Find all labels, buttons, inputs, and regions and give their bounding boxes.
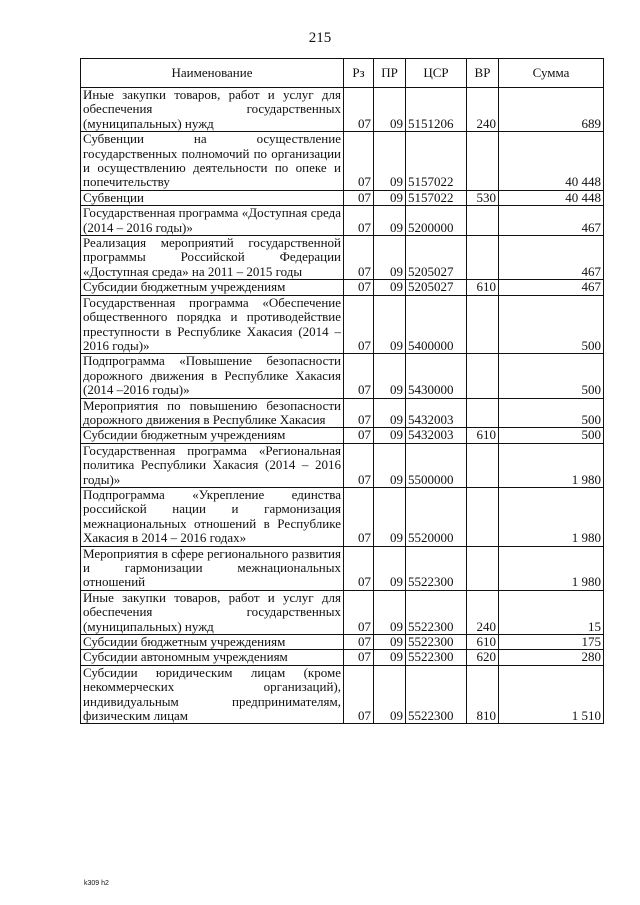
cell-name: Государственная программа «Обеспечение общественного порядка и противодействие преступности в Республике Хакасия (2014 – 2016 годы)» [81, 295, 344, 354]
cell-rz: 07 [344, 295, 374, 354]
cell-sum: 500 [499, 354, 604, 398]
cell-name: Субвенции [81, 190, 344, 205]
cell-vr: 620 [467, 650, 499, 665]
cell-name: Субвенции на осуществление государственных полномочий по организации и осуществлению деятельности по опеке и попечительству [81, 132, 344, 191]
cell-csr: 5205027 [406, 280, 467, 295]
cell-sum: 1 980 [499, 487, 604, 546]
cell-name: Субсидии юридическим лицам (кроме некоммерческих организаций), индивидуальным предпринимателям, физическим лицам [81, 665, 344, 724]
cell-csr: 5151206 [406, 88, 467, 132]
cell-csr: 5432003 [406, 428, 467, 443]
column-header-name: Наименование [81, 59, 344, 88]
cell-csr: 5157022 [406, 132, 467, 191]
cell-name: Иные закупки товаров, работ и услуг для обеспечения государственных (муниципальных) нужд [81, 88, 344, 132]
column-header-vr: ВР [467, 59, 499, 88]
cell-rz: 07 [344, 354, 374, 398]
cell-vr [467, 546, 499, 590]
cell-sum: 40 448 [499, 190, 604, 205]
cell-pr: 09 [374, 635, 406, 650]
cell-sum: 467 [499, 206, 604, 236]
table-row [81, 635, 604, 650]
cell-vr: 240 [467, 590, 499, 634]
cell-pr: 09 [374, 487, 406, 546]
cell-vr [467, 487, 499, 546]
cell-csr: 5500000 [406, 443, 467, 487]
cell-sum: 467 [499, 236, 604, 280]
cell-rz: 07 [344, 590, 374, 634]
cell-name: Субсидии бюджетным учреждениям [81, 635, 344, 650]
footer-code: k309 h2 [84, 880, 109, 887]
cell-vr: 610 [467, 428, 499, 443]
table-row [81, 295, 604, 354]
cell-csr: 5522300 [406, 546, 467, 590]
cell-name: Субсидии автономным учреждениям [81, 650, 344, 665]
cell-pr: 09 [374, 88, 406, 132]
cell-name: Иные закупки товаров, работ и услуг для обеспечения государственных (муниципальных) нужд [81, 590, 344, 634]
cell-csr: 5522300 [406, 665, 467, 724]
table-row [81, 206, 604, 236]
column-header-sum: Сумма [499, 59, 604, 88]
cell-csr: 5522300 [406, 635, 467, 650]
page-number: 215 [308, 30, 332, 46]
cell-vr [467, 236, 499, 280]
table-row [81, 665, 604, 724]
cell-rz: 07 [344, 635, 374, 650]
cell-rz: 07 [344, 487, 374, 546]
column-header-rz: Рз [344, 59, 374, 88]
cell-csr: 5432003 [406, 398, 467, 428]
table-row [81, 487, 604, 546]
cell-vr [467, 398, 499, 428]
table-row [81, 132, 604, 191]
cell-pr: 09 [374, 132, 406, 191]
cell-vr: 530 [467, 190, 499, 205]
cell-vr: 610 [467, 280, 499, 295]
cell-name: Подпрограмма «Укрепление единства российской нации и гармонизация межнациональных отношений в Республике Хакасия в 2014 – 2016 годах» [81, 487, 344, 546]
cell-csr: 5157022 [406, 190, 467, 205]
cell-pr: 09 [374, 398, 406, 428]
cell-rz: 07 [344, 236, 374, 280]
cell-csr: 5520000 [406, 487, 467, 546]
cell-sum: 40 448 [499, 132, 604, 191]
cell-rz: 07 [344, 190, 374, 205]
cell-pr: 09 [374, 590, 406, 634]
cell-sum: 1 510 [499, 665, 604, 724]
cell-sum: 175 [499, 635, 604, 650]
column-header-pr: ПР [374, 59, 406, 88]
cell-rz: 07 [344, 88, 374, 132]
cell-sum: 280 [499, 650, 604, 665]
table-row [81, 236, 604, 280]
table-row [81, 428, 604, 443]
cell-rz: 07 [344, 546, 374, 590]
cell-pr: 09 [374, 443, 406, 487]
cell-pr: 09 [374, 650, 406, 665]
cell-pr: 09 [374, 354, 406, 398]
cell-pr: 09 [374, 665, 406, 724]
cell-sum: 689 [499, 88, 604, 132]
cell-vr [467, 295, 499, 354]
table-header-row [81, 59, 604, 88]
table-row [81, 650, 604, 665]
budget-table [80, 58, 604, 724]
cell-pr: 09 [374, 190, 406, 205]
cell-sum: 15 [499, 590, 604, 634]
cell-vr [467, 354, 499, 398]
cell-name: Государственная программа «Региональная политика Республики Хакасия (2014 – 2016 годы)» [81, 443, 344, 487]
cell-sum: 500 [499, 295, 604, 354]
cell-csr: 5200000 [406, 206, 467, 236]
cell-name: Субсидии бюджетным учреждениям [81, 280, 344, 295]
cell-name: Субсидии бюджетным учреждениям [81, 428, 344, 443]
cell-sum: 467 [499, 280, 604, 295]
cell-pr: 09 [374, 236, 406, 280]
cell-vr [467, 206, 499, 236]
table-row [81, 280, 604, 295]
table-row [81, 190, 604, 205]
cell-name: Государственная программа «Доступная среда (2014 – 2016 годы)» [81, 206, 344, 236]
cell-sum: 500 [499, 428, 604, 443]
cell-pr: 09 [374, 295, 406, 354]
cell-rz: 07 [344, 132, 374, 191]
cell-sum: 1 980 [499, 546, 604, 590]
cell-pr: 09 [374, 280, 406, 295]
cell-vr [467, 443, 499, 487]
cell-sum: 500 [499, 398, 604, 428]
cell-csr: 5522300 [406, 590, 467, 634]
table-row [81, 546, 604, 590]
cell-vr: 810 [467, 665, 499, 724]
cell-rz: 07 [344, 443, 374, 487]
cell-name: Реализация мероприятий государственной программы Российской Федерации «Доступная среда» на 2011 – 2015 годы [81, 236, 344, 280]
cell-rz: 07 [344, 206, 374, 236]
cell-name: Мероприятия по повышению безопасности дорожного движения в Республике Хакасия [81, 398, 344, 428]
cell-pr: 09 [374, 546, 406, 590]
cell-sum: 1 980 [499, 443, 604, 487]
table-body [81, 88, 604, 724]
cell-rz: 07 [344, 280, 374, 295]
cell-name: Мероприятия в сфере регионального развития и гармонизации межнациональных отношений [81, 546, 344, 590]
table-row [81, 590, 604, 634]
cell-name: Подпрограмма «Повышение безопасности дорожного движения в Республике Хакасия (2014 –2016 годы)» [81, 354, 344, 398]
cell-rz: 07 [344, 650, 374, 665]
table-row [81, 398, 604, 428]
table-row [81, 88, 604, 132]
cell-rz: 07 [344, 428, 374, 443]
cell-csr: 5400000 [406, 295, 467, 354]
cell-csr: 5205027 [406, 236, 467, 280]
table-row [81, 443, 604, 487]
cell-csr: 5430000 [406, 354, 467, 398]
table-row [81, 354, 604, 398]
cell-rz: 07 [344, 665, 374, 724]
cell-vr: 610 [467, 635, 499, 650]
column-header-csr: ЦСР [406, 59, 467, 88]
cell-rz: 07 [344, 398, 374, 428]
cell-vr: 240 [467, 88, 499, 132]
cell-vr [467, 132, 499, 191]
cell-csr: 5522300 [406, 650, 467, 665]
cell-pr: 09 [374, 206, 406, 236]
cell-pr: 09 [374, 428, 406, 443]
